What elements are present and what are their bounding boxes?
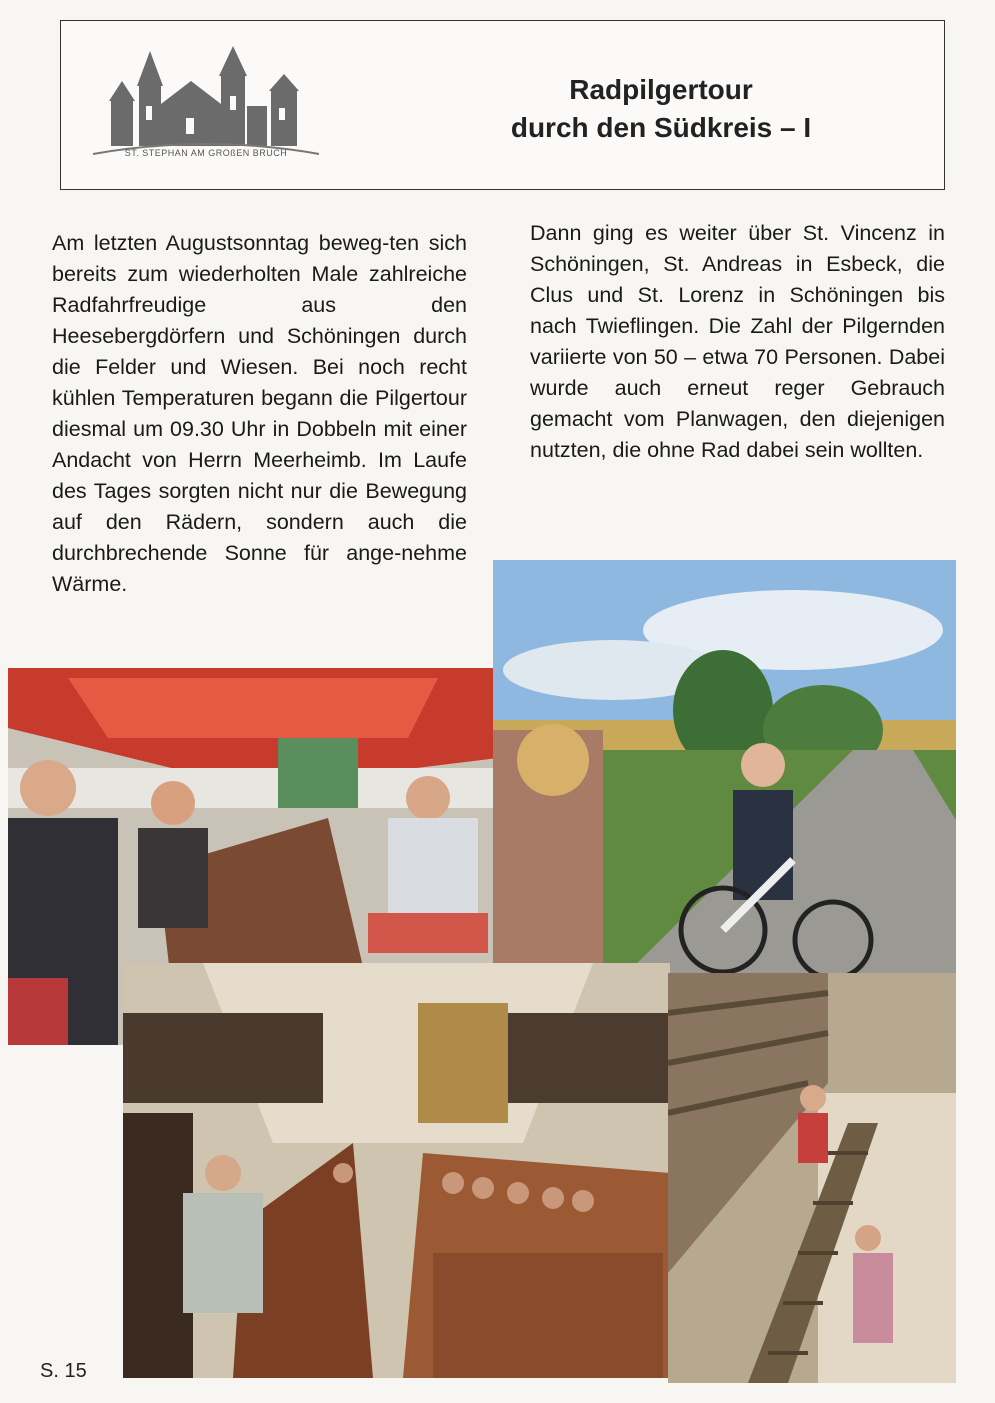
logo-text: ST. STEPHAN AM GROßEN BRUCH xyxy=(124,148,288,158)
title-line-2: durch den Südkreis – I xyxy=(510,112,812,143)
church-interior-photo xyxy=(123,963,670,1378)
cyclists-road-photo xyxy=(493,560,956,977)
tower-staircase-photo xyxy=(668,973,956,1383)
article-left-column: Am letzten Augustsonntag beweg-ten sich bereits zum wiederholten Male zahlreiche Radfahrfreudige aus den Heesebergdörfern und Schöningen durch die Felder und Wiesen. Bei noch recht kühlen Temperaturen begann die Pilgertour diesmal um 09.30 Uhr in Dobbeln mit einer Andacht von Herrn Meerheimb. Im Laufe des Tages sorgten nicht nur die Bewegung auf den Rädern, sondern auch die durchbrechende Sonne für ange-nehme Wärme. xyxy=(52,231,467,596)
header-box xyxy=(60,20,945,190)
title-line-1: Radpilgertour xyxy=(569,74,753,105)
page-title xyxy=(421,71,901,147)
article-right-column: Dann ging es weiter über St. Vincenz in Schöningen, St. Andreas in Esbeck, die Clus und St. Lorenz in Schöningen bis nach Twieflingen. Die Zahl der Pilgernden variierte von 50 – etwa 70 Personen. Dabei wurde auch erneut reger Gebrauch gemacht vom Planwagen, den diejenigen nutzten, die ohne Rad dabei sein wollten. xyxy=(530,221,945,462)
church-logo xyxy=(91,46,321,166)
church-silhouette-icon xyxy=(91,46,321,146)
page-number: S. 15 xyxy=(40,1360,87,1382)
